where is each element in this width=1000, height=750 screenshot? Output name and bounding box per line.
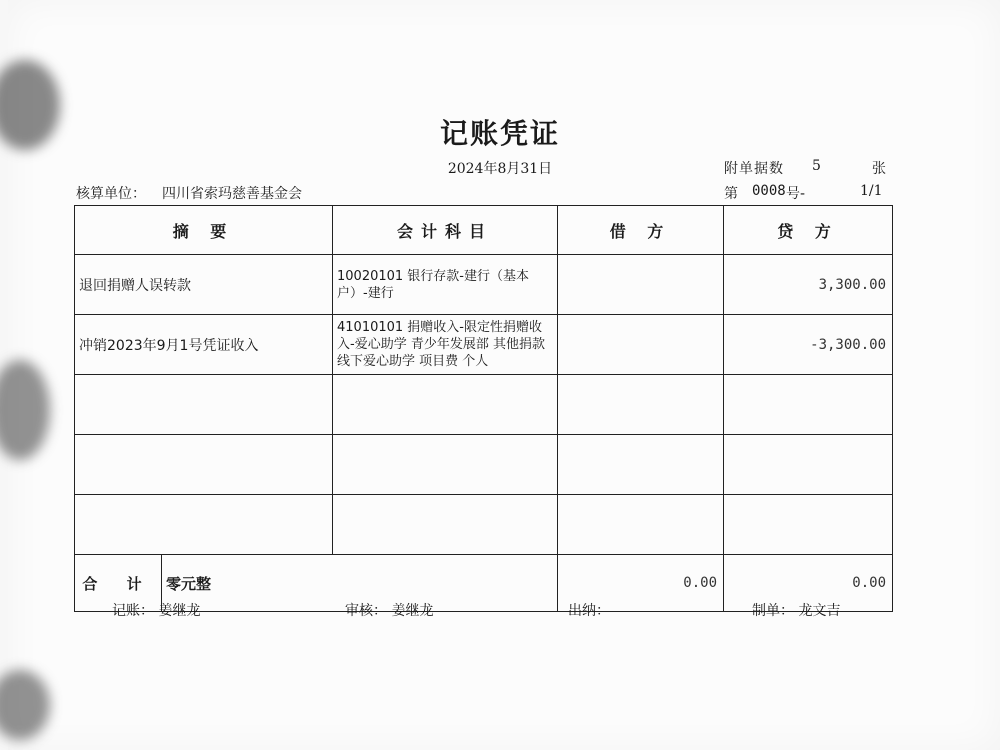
header-summary: 摘 要 xyxy=(75,206,333,255)
entry-account: 10020101 银行存款-建行（基本户）-建行 xyxy=(333,255,558,315)
total-label: 合 计 xyxy=(75,555,162,611)
table-row xyxy=(75,375,893,435)
table-header-row xyxy=(75,206,893,255)
attachment-count: 5 xyxy=(812,158,821,174)
entry-debit xyxy=(558,255,724,315)
cashier-signature: 出纳： xyxy=(568,603,610,619)
entry-credit: -3,300.00 xyxy=(724,315,893,375)
entry-summary xyxy=(75,435,333,495)
table-row xyxy=(75,255,893,315)
attachment-unit: 张 xyxy=(872,161,886,177)
entry-credit xyxy=(724,495,893,555)
entry-account xyxy=(333,435,558,495)
voucher-date: 2024年8月31日 xyxy=(447,161,553,177)
entry-summary: 退回捐赠人误转款 xyxy=(75,255,333,315)
entry-debit xyxy=(558,375,724,435)
total-amount-words: 零元整 xyxy=(166,574,212,593)
entry-account: 41010101 捐赠收入-限定性捐赠收入-爱心助学 青少年发展部 其他捐款 线下爱心助学 项目费 个人 xyxy=(333,315,558,375)
reviewer-signature: 审核： 姜继龙 xyxy=(345,603,434,619)
entry-debit xyxy=(558,315,724,375)
entry-summary xyxy=(75,495,333,555)
entry-account xyxy=(333,495,558,555)
voucher-number-prefix: 第 xyxy=(724,186,738,202)
total-debit: 0.00 xyxy=(558,555,724,612)
entry-summary: 冲销2023年9月1号凭证收入 xyxy=(75,315,333,375)
accounting-unit-name: 四川省索玛慈善基金会 xyxy=(162,186,302,202)
bookkeeper-signature: 记账： 姜继龙 xyxy=(112,603,201,619)
entry-credit xyxy=(724,375,893,435)
table-row xyxy=(75,315,893,375)
total-credit: 0.00 xyxy=(724,555,893,612)
attachment-label: 附单据数 xyxy=(724,161,784,177)
header-debit: 借 方 xyxy=(558,206,724,255)
entry-summary xyxy=(75,375,333,435)
table-row xyxy=(75,435,893,495)
entry-debit xyxy=(558,495,724,555)
entry-credit: 3,300.00 xyxy=(724,255,893,315)
accounting-unit-label: 核算单位： xyxy=(76,186,146,202)
voucher-number: 0008 xyxy=(752,183,786,199)
header-account: 会计科目 xyxy=(333,206,558,255)
voucher-table xyxy=(74,205,893,612)
entry-account xyxy=(333,375,558,435)
page-indicator: 1/1 xyxy=(860,183,883,199)
voucher-title: 记账凭证 xyxy=(439,117,560,150)
entry-debit xyxy=(558,435,724,495)
entry-credit xyxy=(724,435,893,495)
table-row xyxy=(75,495,893,555)
voucher-number-suffix: 号- xyxy=(786,186,806,202)
preparer-signature: 制单： 龙文吉 xyxy=(752,603,841,619)
header-credit: 贷 方 xyxy=(724,206,893,255)
